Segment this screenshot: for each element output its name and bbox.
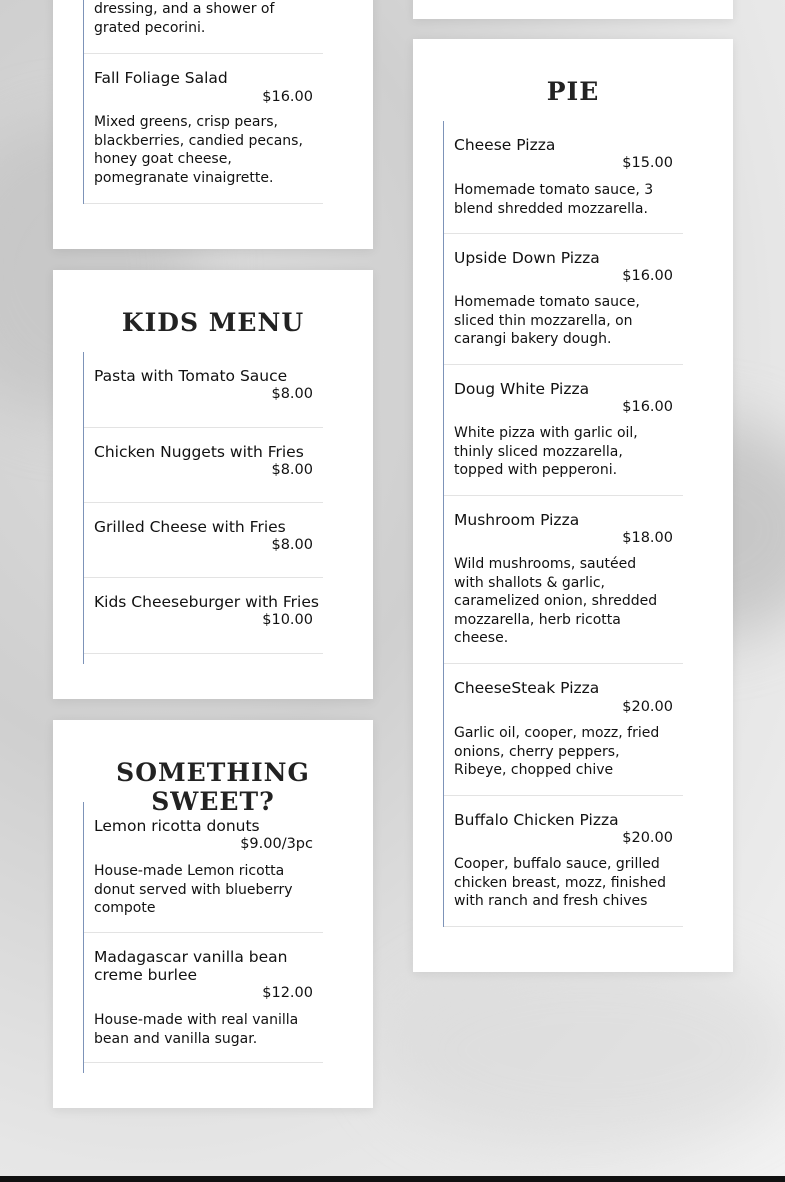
- section-title: PIE: [546, 77, 600, 106]
- item-price: $18.00: [622, 530, 673, 546]
- list-item: [84, 802, 323, 933]
- item-name: Doug White Pizza: [454, 380, 590, 398]
- item-description: House-made Lemon ricotta donut served with blueberry compote: [94, 863, 293, 916]
- list-item: [84, 0, 323, 54]
- list-item: [444, 234, 683, 365]
- item-description: Homemade tomato sauce, sliced thin mozzarella, on carangi bakery dough.: [454, 294, 640, 347]
- item-description: Cooper, buffalo sauce, grilled chicken breast, mozz, finished with ranch and fresh chives: [454, 856, 666, 909]
- item-price: $16.00: [622, 399, 673, 415]
- item-description: Homemade tomato sauce, 3 blend shredded mozzarella.: [454, 182, 654, 217]
- item-name: Kids Cheeseburger with Fries: [94, 593, 319, 611]
- dessert-card: [53, 720, 373, 1108]
- list-item: [84, 933, 323, 1063]
- list-item: [84, 352, 323, 428]
- salads-card: [53, 0, 373, 249]
- item-price: $20.00: [622, 699, 673, 715]
- item-name: Pasta with Tomato Sauce: [94, 367, 288, 385]
- background-blur: [380, 950, 785, 1150]
- item-description: Mixed greens, crisp pears, blackberries, candied pecans, honey goat cheese, pomegranate vinaigrette.: [94, 114, 303, 186]
- list-item: [84, 428, 323, 503]
- item-description: White pizza with garlic oil, thinly sliced mozzarella, topped with pepperoni.: [454, 425, 638, 478]
- list-item: [444, 121, 683, 234]
- kids-menu-card: [53, 270, 373, 699]
- pie-card: [413, 39, 733, 972]
- previous-card-bottom: [413, 0, 733, 19]
- item-description: Wild mushrooms, sautéed with shallots & garlic, caramelized onion, shredded mozzarella, herb ricotta cheese.: [454, 556, 658, 646]
- kids-item-list: [83, 352, 323, 664]
- dessert-item-list: [83, 802, 323, 1073]
- item-price: $15.00: [622, 155, 673, 171]
- section-title: SOMETHING SWEET?: [116, 758, 310, 816]
- list-item: [444, 365, 683, 496]
- list-item: [444, 496, 683, 664]
- item-description: dressing, and a shower of grated pecorini.: [94, 1, 275, 36]
- item-name: Chicken Nuggets with Fries: [94, 443, 304, 461]
- item-price: $10.00: [262, 612, 313, 628]
- item-name: CheeseSteak Pizza: [454, 679, 600, 697]
- footer-bar: [0, 1176, 785, 1182]
- item-name: Lemon ricotta donuts: [94, 817, 260, 835]
- item-price: $16.00: [622, 268, 673, 284]
- item-description: Garlic oil, cooper, mozz, fried onions, cherry peppers, Ribeye, chopped chive: [454, 725, 660, 778]
- list-item: [84, 578, 323, 654]
- item-price: $12.00: [262, 985, 313, 1001]
- item-price: $8.00: [271, 462, 313, 478]
- item-price: $8.00: [271, 386, 313, 402]
- item-price: $20.00: [622, 830, 673, 846]
- section-title: KIDS MENU: [121, 308, 305, 337]
- item-name: Grilled Cheese with Fries: [94, 518, 286, 536]
- salads-item-list: [83, 0, 323, 204]
- item-price: $9.00/3pc: [240, 836, 313, 852]
- item-name: Upside Down Pizza: [454, 249, 600, 267]
- list-item: [84, 503, 323, 578]
- list-item: [444, 664, 683, 796]
- item-name: Mushroom Pizza: [454, 511, 580, 529]
- list-item: [444, 796, 683, 927]
- pie-item-list: [443, 121, 683, 927]
- item-description: House-made with real vanilla bean and vanilla sugar.: [94, 1012, 299, 1047]
- item-name: Madagascar vanilla bean creme burlee: [94, 948, 288, 984]
- item-price: $8.00: [271, 537, 313, 553]
- item-name: Buffalo Chicken Pizza: [454, 811, 619, 829]
- item-price: $16.00: [262, 89, 313, 105]
- item-name: Cheese Pizza: [454, 136, 556, 154]
- list-item: [84, 54, 323, 204]
- item-name: Fall Foliage Salad: [94, 69, 228, 87]
